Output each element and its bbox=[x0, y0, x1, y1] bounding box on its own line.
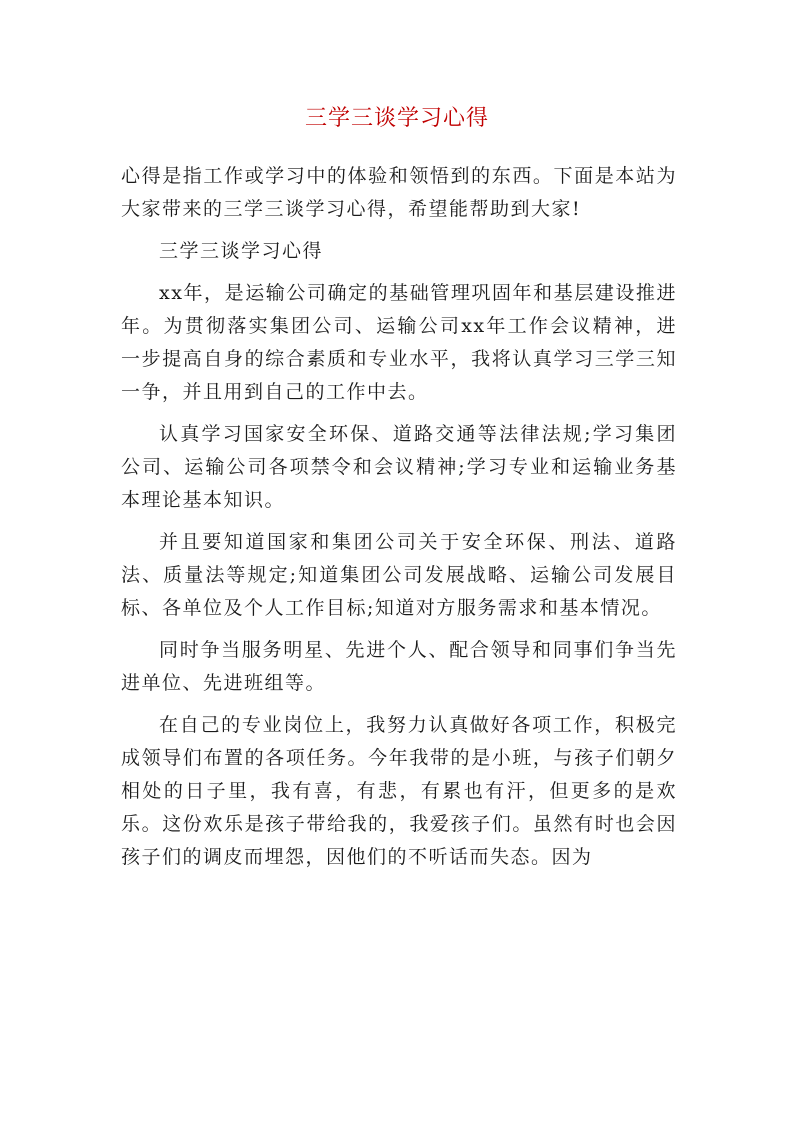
paragraph: xx年，是运输公司确定的基础管理巩固年和基层建设推进年。为贯彻落实集团公司、运输公司xx年工作会议精神，进一步提高自身的综合素质和专业水平，我将认真学习三学三知一争，并且用到自己的工作中去。 bbox=[121, 282, 677, 403]
paragraph: 同时争当服务明星、先进个人、配合领导和同事们争当先进单位、先进班组等。 bbox=[121, 639, 677, 694]
paragraph: 心得是指工作或学习中的体验和领悟到的东西。下面是本站为大家带来的三学三谈学习心得，希望能帮助到大家! bbox=[121, 165, 677, 220]
paragraph: 认真学习国家安全环保、道路交通等法律法规;学习集团公司、运输公司各项禁令和会议精神;学习专业和运输业务基本理论基本知识。 bbox=[121, 423, 677, 511]
document-body bbox=[121, 160, 677, 883]
paragraph: 在自己的专业岗位上，我努力认真做好各项工作，积极完成领导们布置的各项任务。今年我带的是小班，与孩子们朝夕相处的日子里，我有喜，有悲，有累也有汗，但更多的是欢乐。这份欢乐是孩子带给我的，我爱孩子们。虽然有时也会因孩子们的调皮而埋怨，因他们的不听话而失态。因为 bbox=[121, 714, 677, 868]
paragraph: 并且要知道国家和集团公司关于安全环保、刑法、道路法、质量法等规定;知道集团公司发展战略、运输公司发展目标、各单位及个人工作目标;知道对方服务需求和基本情况。 bbox=[121, 531, 677, 619]
paragraph: 三学三谈学习心得 bbox=[159, 240, 324, 262]
document-title: 三学三谈学习心得 bbox=[304, 106, 489, 131]
